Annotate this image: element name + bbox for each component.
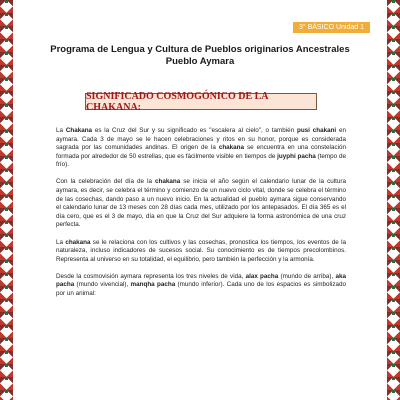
text-run: La [56, 127, 66, 134]
keyword: Chakana [65, 127, 93, 134]
people-subtitle: Pueblo Aymara [165, 56, 235, 67]
text-run: Con la celebración del día de la [56, 178, 156, 186]
text-run: La [56, 238, 66, 246]
text-run: (mundo inferior). Cada uno de los espacios es simbolizado por un animal: [56, 281, 346, 297]
text-run: en aymara. Cada 3 de mayo se le hacen celebraciones y ritos en su honor, porque es considerada sagrada por las comunidades andinas. El origen de la [56, 127, 346, 152]
grade-unit-badge: 3° BÁSICO Unidad 1 [293, 22, 370, 33]
text-run: Desde la cosmovisión aymara representa los tres niveles de vida, [56, 272, 246, 280]
keyword: manqha pacha [130, 281, 176, 289]
paragraph-1 [56, 127, 346, 170]
keyword: alax pacha [245, 272, 279, 280]
section-title-box [85, 90, 317, 113]
program-header [0, 44, 400, 68]
paragraph-3 [56, 239, 346, 265]
text-run: es la Cruz del Sur y su significado es "escalera al cielo", o también [92, 127, 297, 134]
paragraph-4 [56, 273, 346, 299]
keyword: pusi chakani [296, 127, 337, 134]
text-run: se le relaciona con los cultivos y las cosechas, pronostica los tiempos, los eventos de la naturaleza, incluso indicadores de sucesos social. Su conocimiento es de tiempos precolombinos. Representa al universo en su totalidad, el equilibrio, pero también la perfección y la armonía. [56, 238, 346, 263]
paragraph-2 [56, 178, 346, 230]
keyword: juyphi pacha [277, 152, 316, 160]
text-run: se inicia el año según el calendario lunar de la cultura aymara, es decir, se celebra el término y comienzo de un nuevo ciclo vital, donde se celebra el término de las cosechas, dando paso a un nuevo inicio. En la actualidad el pueblo aymara sigue conservando el calendario lunar de 13 meses con 28 días cada mes, utilizado por los antepasados. El día 365 es el día cero, que es el 3 de mayo, día en que la Cruz del Sur adquiere la forma astronómica de una cruz perfecta. [56, 178, 346, 229]
keyword: aka pacha [56, 272, 346, 289]
text-run: (mundo de arriba), [278, 272, 336, 280]
text-run: se encuentra en una constelación formada por alrededor de 50 estrellas, que es fácilmente visible en tiempos de [56, 144, 347, 160]
program-title: Programa de Lengua y Cultura de Pueblos originarios Ancestrales [50, 44, 350, 55]
text-run: (tempo de frío). [56, 152, 346, 169]
keyword: chakana [155, 178, 181, 186]
keyword: chakana [218, 144, 245, 152]
section-title: SIGNIFICADO COSMOGÓNICO DE LA CHAKANA: [86, 90, 268, 113]
document-body [56, 127, 346, 307]
text-run: (mundo vivencial), [74, 281, 131, 289]
keyword: chakana [65, 238, 91, 246]
